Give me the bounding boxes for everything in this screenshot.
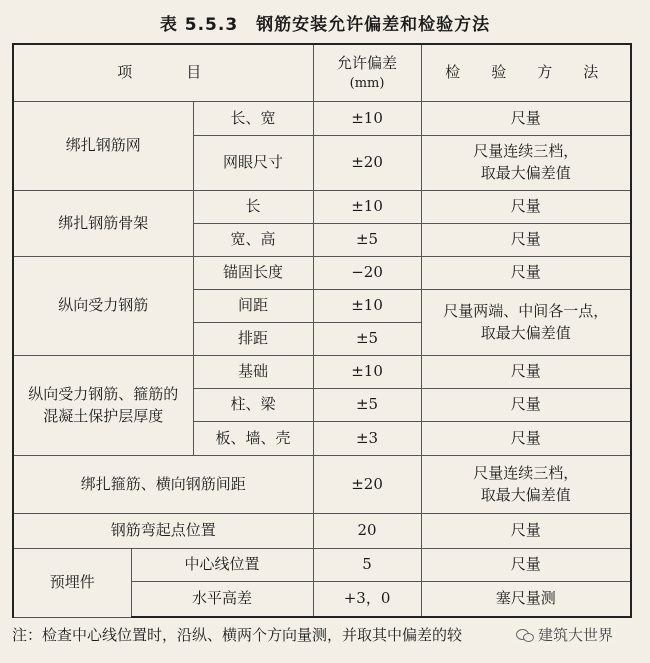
method-value <box>421 290 631 356</box>
method-line: 尺量连续三档， <box>473 464 579 483</box>
sub-item: 柱、梁 <box>193 389 313 422</box>
table-note: 注：检查中心线位置时，沿纵、横两个方向量测，并取其中偏差的较 <box>12 626 463 644</box>
header-item: 项 目 <box>13 44 313 102</box>
header-row <box>13 44 631 102</box>
method-line: 取最大偏差值 <box>480 323 571 342</box>
tolerance-value: ±10 <box>313 356 421 389</box>
method-value: 尺量 <box>421 549 631 582</box>
sub-item: 宽、高 <box>193 224 313 257</box>
sub-item: 长、宽 <box>193 102 313 136</box>
header-method: 检 验 方 法 <box>421 44 631 102</box>
tolerance-value: ±10 <box>313 290 421 323</box>
watermark <box>512 623 617 646</box>
table-title <box>0 10 650 35</box>
item-stirrup: 绑扎箍筋、横向钢筋间距 <box>13 456 313 514</box>
item-bend: 钢筋弯起点位置 <box>13 514 313 549</box>
sub-item: 长 <box>193 191 313 224</box>
table-row <box>13 514 631 549</box>
tolerance-value: +3，0 <box>313 582 421 617</box>
tolerance-value: ±10 <box>313 191 421 224</box>
header-tolerance-label: 允许偏差 <box>337 53 398 72</box>
item-mesh: 绑扎钢筋网 <box>13 102 193 191</box>
sub-item: 锚固长度 <box>193 257 313 290</box>
sub-item: 中心线位置 <box>131 549 313 582</box>
method-value: 尺量 <box>421 514 631 549</box>
table-row <box>13 356 631 389</box>
item-main-rebar: 纵向受力钢筋 <box>13 257 193 356</box>
sub-item: 水平高差 <box>131 582 313 617</box>
method-value: 尺量 <box>421 389 631 422</box>
method-value: 塞尺量测 <box>421 582 631 617</box>
tolerance-value: −20 <box>313 257 421 290</box>
method-value: 尺量 <box>421 356 631 389</box>
wechat-icon <box>516 628 534 642</box>
method-line: 取最大偏差值 <box>480 485 571 504</box>
header-tolerance-unit: (mm) <box>349 75 385 91</box>
watermark-text: 建筑大世界 <box>538 626 614 644</box>
method-line: 尺量连续三档， <box>473 142 579 161</box>
sub-item: 排距 <box>193 323 313 356</box>
item-line: 纵向受力钢筋、箍筋的 <box>28 385 179 404</box>
sub-item: 基础 <box>193 356 313 389</box>
table-row <box>13 102 631 136</box>
table-caption: 钢筋安装允许偏差和检验方法 <box>256 15 491 35</box>
sub-item: 间距 <box>193 290 313 323</box>
tolerance-value: ±5 <box>313 389 421 422</box>
method-value: 尺量 <box>421 224 631 257</box>
table-row <box>13 257 631 290</box>
method-value: 尺量 <box>421 257 631 290</box>
method-line: 尺量两端、中间各一点， <box>443 301 609 320</box>
sub-item: 板、墙、壳 <box>193 422 313 456</box>
method-value: 尺量 <box>421 422 631 456</box>
tolerance-value: ±20 <box>313 456 421 514</box>
tolerance-value: 20 <box>313 514 421 549</box>
method-value <box>421 136 631 191</box>
tolerance-value: ±10 <box>313 102 421 136</box>
item-cage: 绑扎钢筋骨架 <box>13 191 193 257</box>
item-cover <box>13 356 193 456</box>
item-line: 混凝土保护层厚度 <box>43 406 164 425</box>
table-number: 表 5.5.3 <box>159 15 239 35</box>
tolerance-value: ±5 <box>313 224 421 257</box>
method-value <box>421 456 631 514</box>
tolerance-table <box>12 43 632 618</box>
tolerance-value: 5 <box>313 549 421 582</box>
sub-item: 网眼尺寸 <box>193 136 313 191</box>
item-embed: 预埋件 <box>13 549 131 617</box>
method-value: 尺量 <box>421 102 631 136</box>
table-row <box>13 456 631 514</box>
method-value: 尺量 <box>421 191 631 224</box>
method-line: 取最大偏差值 <box>480 164 571 183</box>
tolerance-value: ±5 <box>313 323 421 356</box>
table-row <box>13 549 631 582</box>
header-tolerance <box>313 44 421 102</box>
table-row <box>13 191 631 224</box>
tolerance-value: ±20 <box>313 136 421 191</box>
tolerance-value: ±3 <box>313 422 421 456</box>
